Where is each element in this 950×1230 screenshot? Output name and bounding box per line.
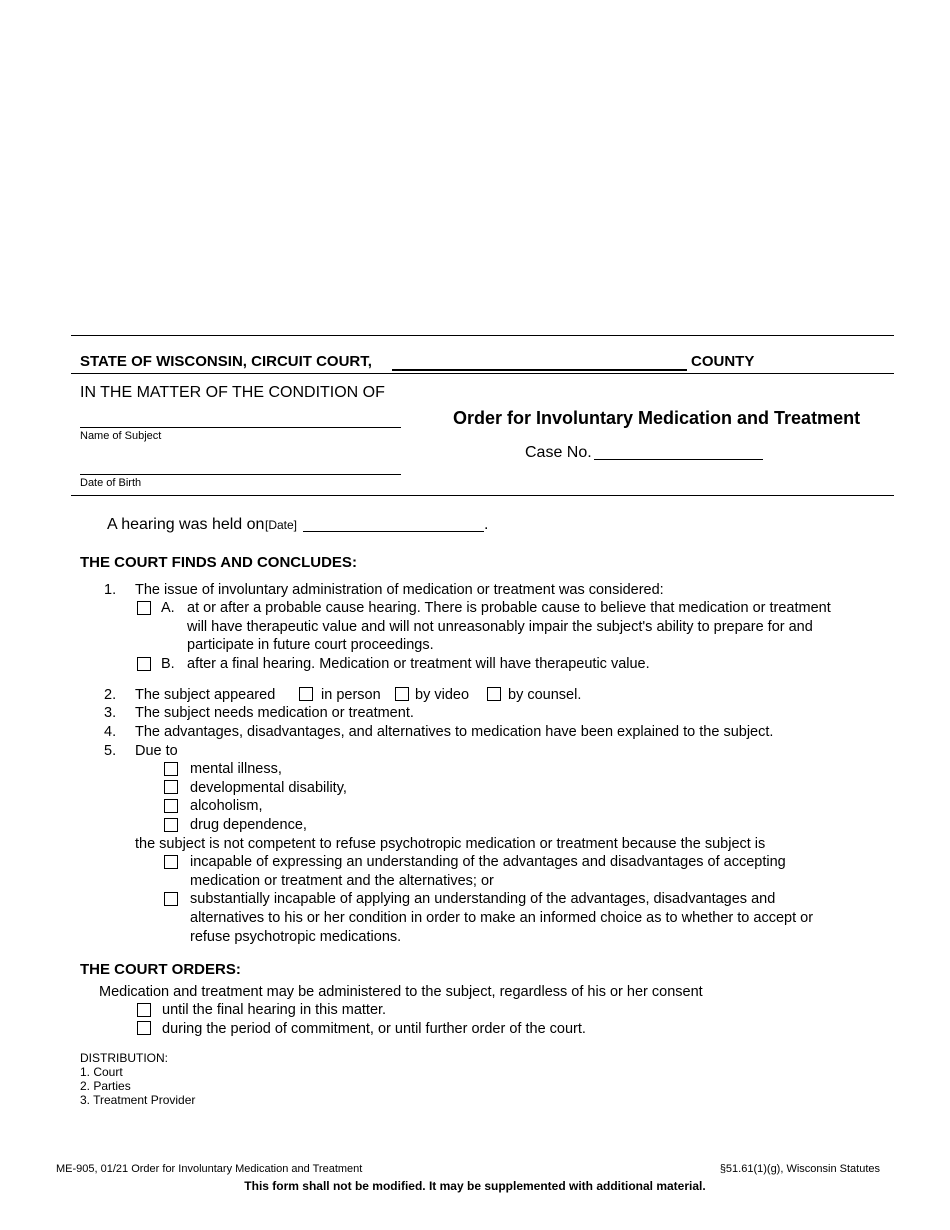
case-no-field[interactable] (594, 459, 763, 460)
period-of-commitment-label: during the period of commitment, or until further order of the court. (162, 1021, 586, 1037)
mental-illness-checkbox[interactable] (164, 762, 178, 776)
period-of-commitment-checkbox[interactable] (137, 1021, 151, 1035)
hearing-prefix: A hearing was held on (107, 516, 265, 533)
dob-field[interactable] (80, 474, 401, 475)
incapable-expressing-line2: medication or treatment and the alternatives; or (190, 873, 494, 889)
mental-illness-label: mental illness, (190, 761, 282, 777)
alcoholism-label: alcoholism, (190, 798, 263, 814)
item5-number: 5. (104, 743, 117, 759)
hearing-date-field[interactable] (303, 531, 484, 532)
item1-a-line3: participate in future court proceedings. (187, 637, 434, 653)
item2-text: The subject appeared (135, 687, 276, 703)
item1-a-checkbox[interactable] (137, 601, 151, 615)
until-final-hearing-label: until the final hearing in this matter. (162, 1002, 387, 1018)
footer-form-id: ME-905, 01/21 Order for Involuntary Medication and Treatment (56, 1163, 363, 1175)
case-no-label: Case No. (525, 444, 592, 461)
dob-label: Date of Birth (80, 477, 142, 489)
appeared-by-video-checkbox[interactable] (395, 687, 409, 701)
subject-name-label: Name of Subject (80, 430, 162, 442)
item1-number: 1. (104, 582, 117, 598)
distribution-item: 2. Parties (80, 1079, 131, 1093)
county-label: COUNTY (691, 353, 755, 370)
developmental-disability-label: developmental disability, (190, 780, 347, 796)
incapable-applying-line1: substantially incapable of applying an understanding of the advantages, disadvantages and (190, 891, 776, 907)
orders-heading: THE COURT ORDERS: (80, 961, 241, 978)
appeared-in-person-label: in person (321, 687, 381, 703)
incapable-applying-checkbox[interactable] (164, 892, 178, 906)
item2-number: 2. (104, 687, 117, 703)
drug-dependence-checkbox[interactable] (164, 818, 178, 832)
item5-text: Due to (135, 743, 178, 759)
county-field[interactable] (392, 369, 687, 371)
hearing-suffix: . (484, 516, 489, 533)
item1-a-line1: at or after a probable cause hearing. There is probable cause to believe that medication or treatment (187, 600, 831, 616)
matter-label: IN THE MATTER OF THE CONDITION OF (80, 384, 385, 401)
appeared-in-person-checkbox[interactable] (299, 687, 313, 701)
developmental-disability-checkbox[interactable] (164, 780, 178, 794)
distribution-heading: DISTRIBUTION: (80, 1051, 169, 1065)
item4-number: 4. (104, 724, 117, 740)
caption-rule-2 (71, 373, 894, 374)
item1-b-checkbox[interactable] (137, 657, 151, 671)
orders-text: Medication and treatment may be administered to the subject, regardless of his or her consent (99, 984, 703, 1000)
hearing-date-hint: [Date] (265, 518, 298, 532)
distribution-item: 1. Court (80, 1065, 123, 1079)
alcoholism-checkbox[interactable] (164, 799, 178, 813)
competence-text: the subject is not competent to refuse psychotropic medication or treatment because the subject is (135, 836, 766, 852)
until-final-hearing-checkbox[interactable] (137, 1003, 151, 1017)
form-title: Order for Involuntary Medication and Treatment (453, 408, 861, 428)
incapable-expressing-checkbox[interactable] (164, 855, 178, 869)
subject-name-field[interactable] (80, 427, 401, 428)
caption-bottom-rule (71, 495, 894, 496)
caption-top-rule (71, 335, 894, 336)
appeared-by-counsel-label: by counsel. (508, 687, 582, 703)
court-line: STATE OF WISCONSIN, CIRCUIT COURT, (80, 353, 372, 370)
drug-dependence-label: drug dependence, (190, 817, 307, 833)
item1-a-line2: will have therapeutic value and will not unreasonably impair the subject's ability to prepare for and (187, 619, 813, 635)
item4-text: The advantages, disadvantages, and alternatives to medication have been explained to the subject. (135, 724, 774, 740)
footer-notice: This form shall not be modified. It may be supplemented with additional material. (244, 1179, 706, 1193)
appeared-by-counsel-checkbox[interactable] (487, 687, 501, 701)
incapable-applying-line2: alternatives to his or her condition in order to make an informed choice as to whether to accept or (190, 910, 814, 926)
incapable-expressing-line1: incapable of expressing an understanding of the advantages and disadvantages of accepting (190, 854, 786, 870)
item1-b-label: B. (161, 656, 175, 672)
appeared-by-video-label: by video (415, 687, 470, 703)
item1-b-text: after a final hearing. Medication or treatment will have therapeutic value. (187, 656, 650, 672)
incapable-applying-line3: refuse psychotropic medications. (190, 929, 402, 945)
footer-statute: §51.61(1)(g), Wisconsin Statutes (719, 1163, 880, 1175)
findings-heading: THE COURT FINDS AND CONCLUDES: (80, 554, 357, 571)
item1-a-label: A. (161, 600, 175, 616)
item1-text: The issue of involuntary administration of medication or treatment was considered: (135, 582, 664, 598)
distribution-item: 3. Treatment Provider (80, 1093, 196, 1107)
item3-number: 3. (104, 705, 117, 721)
item3-text: The subject needs medication or treatment. (135, 705, 414, 721)
